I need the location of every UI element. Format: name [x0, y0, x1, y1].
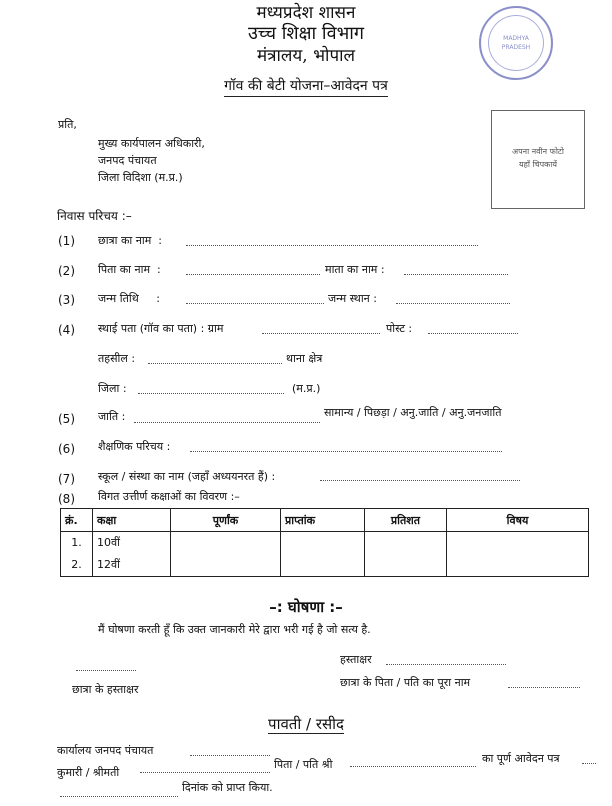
row-class: 12वीं	[93, 552, 171, 577]
cell-percentage[interactable]	[365, 532, 447, 553]
address-line3: जिला विदिशा (म.प्र.)	[98, 171, 183, 184]
receipt-office-label: कार्यालय जनपद पंचायत	[57, 744, 154, 757]
receipt-date-input[interactable]	[60, 786, 178, 797]
receipt-kumari-label: कुमारी / श्रीमती	[57, 766, 120, 779]
school-label: स्कूल / संस्था का नाम (जहाँ अध्ययनरत हैं) :	[98, 470, 276, 483]
receipt-office-input[interactable]	[190, 745, 270, 756]
header-state: मध्यप्रदेश शासन	[256, 3, 356, 23]
address-line1: मुख्य कार्यपालन अधिकारी,	[98, 137, 205, 150]
receipt-title: पावती / रसीद	[268, 715, 344, 733]
photo-box-line2: यहाँ चिपकायें	[518, 160, 558, 169]
table-header: क्रं.	[61, 509, 93, 532]
declaration-text: मैं घोषणा करती हूँ कि उक्त जानकारी मेरे द्वारा भरी गई है जो सत्य है.	[98, 623, 371, 636]
cell-full-marks[interactable]	[171, 552, 281, 577]
field-number: (2)	[58, 264, 75, 278]
cell-subject[interactable]	[447, 552, 589, 577]
form-title: गॉव की बेटी योजना–आवेदन पत्र	[0, 76, 612, 95]
marks-table	[60, 508, 589, 577]
caste-options: सामान्य / पिछड़ा / अनु.जाति / अनु.जनजाति	[324, 406, 502, 419]
receipt-app-form-label: का पूर्ण आवेदन पत्र	[482, 752, 560, 765]
school-input[interactable]	[320, 470, 520, 481]
father-name-label: पिता का नाम :	[98, 263, 161, 276]
district-input[interactable]	[138, 383, 284, 394]
address-to: प्रति,	[58, 118, 77, 131]
row-sr: 2.	[61, 552, 93, 577]
cell-subject[interactable]	[447, 532, 589, 553]
photo-box[interactable]	[491, 110, 585, 209]
student-sign-input[interactable]	[76, 660, 136, 671]
dob-label: जन्म तिथि :	[98, 292, 160, 305]
field-number: (1)	[58, 234, 75, 248]
post-input[interactable]	[428, 323, 518, 334]
cell-obtained-marks[interactable]	[281, 552, 365, 577]
table-row	[61, 532, 589, 553]
field-number: (3)	[58, 293, 75, 307]
photo-box-line1: अपना नवीन फोटो	[512, 147, 564, 156]
cell-percentage[interactable]	[365, 552, 447, 577]
tehsil-input[interactable]	[148, 353, 282, 364]
cell-full-marks[interactable]	[171, 532, 281, 553]
guardian-name-input[interactable]	[508, 677, 580, 688]
mother-name-input[interactable]	[404, 264, 508, 275]
mother-name-label: माता का नाम :	[325, 263, 385, 276]
signature-input[interactable]	[386, 654, 506, 665]
tehsil-label: तहसील :	[98, 352, 136, 365]
district-label: जिला :	[98, 382, 127, 395]
guardian-name-label: छात्रा के पिता / पति का पूरा नाम	[340, 676, 471, 689]
declaration-title: –: घोषणा :–	[269, 598, 343, 616]
education-input[interactable]	[190, 441, 502, 452]
address-line2: जनपद पंचायत	[98, 154, 157, 167]
table-header: कक्षा	[93, 509, 171, 532]
father-name-input[interactable]	[186, 264, 320, 275]
official-seal-icon: MADHYA PRADESH	[479, 6, 553, 80]
birthplace-label: जन्म स्थान :	[328, 292, 377, 305]
row-sr: 1.	[61, 532, 93, 553]
receipt-name-input[interactable]	[140, 762, 270, 773]
receipt-father-label: पिता / पति श्री	[274, 758, 333, 771]
signature-label: हस्ताक्षर	[340, 653, 372, 666]
cell-obtained-marks[interactable]	[281, 532, 365, 553]
caste-label: जाति :	[98, 410, 126, 423]
header-ministry: मंत्रालय, भोपाल	[256, 46, 356, 66]
birthplace-input[interactable]	[396, 293, 510, 304]
table-header: प्रतिशत	[365, 509, 447, 532]
receipt-extra-input[interactable]	[582, 753, 596, 764]
passed-classes-label: विगत उत्तीर्ण कक्षाओं का विवरण :–	[98, 490, 240, 503]
header-department: उच्च शिक्षा विभाग	[247, 23, 365, 44]
mp-label: (म.प्र.)	[292, 382, 321, 395]
row-class: 10वीं	[93, 532, 171, 553]
field-number: (7)	[58, 472, 75, 486]
section-title: निवास परिचय :–	[57, 209, 132, 223]
post-label: पोस्ट :	[386, 322, 413, 335]
table-header-row	[61, 509, 589, 532]
field-number: (6)	[58, 442, 75, 456]
table-header: विषय	[447, 509, 589, 532]
student-name-label: छात्रा का नाम :	[98, 234, 163, 247]
table-row	[61, 552, 589, 577]
table-header: पूर्णांक	[171, 509, 281, 532]
address-village-label: स्थाई पता (गॉव का पता) : ग्राम	[98, 322, 224, 335]
table-header: प्राप्तांक	[281, 509, 365, 532]
police-station-label: थाना क्षेत्र	[286, 352, 323, 365]
village-input[interactable]	[262, 323, 380, 334]
caste-input[interactable]	[134, 412, 320, 423]
dob-input[interactable]	[186, 293, 324, 304]
field-number: (5)	[58, 412, 75, 426]
education-label: शैक्षणिक परिचय :	[98, 440, 171, 453]
field-number: (8)	[58, 492, 75, 506]
receipt-father-input[interactable]	[350, 756, 476, 767]
field-number: (4)	[58, 323, 75, 337]
receipt-received-label: दिनांक को प्राप्त किया.	[182, 781, 273, 794]
student-name-input[interactable]	[186, 235, 478, 246]
student-signature-label: छात्रा के हस्ताक्षर	[72, 683, 139, 696]
